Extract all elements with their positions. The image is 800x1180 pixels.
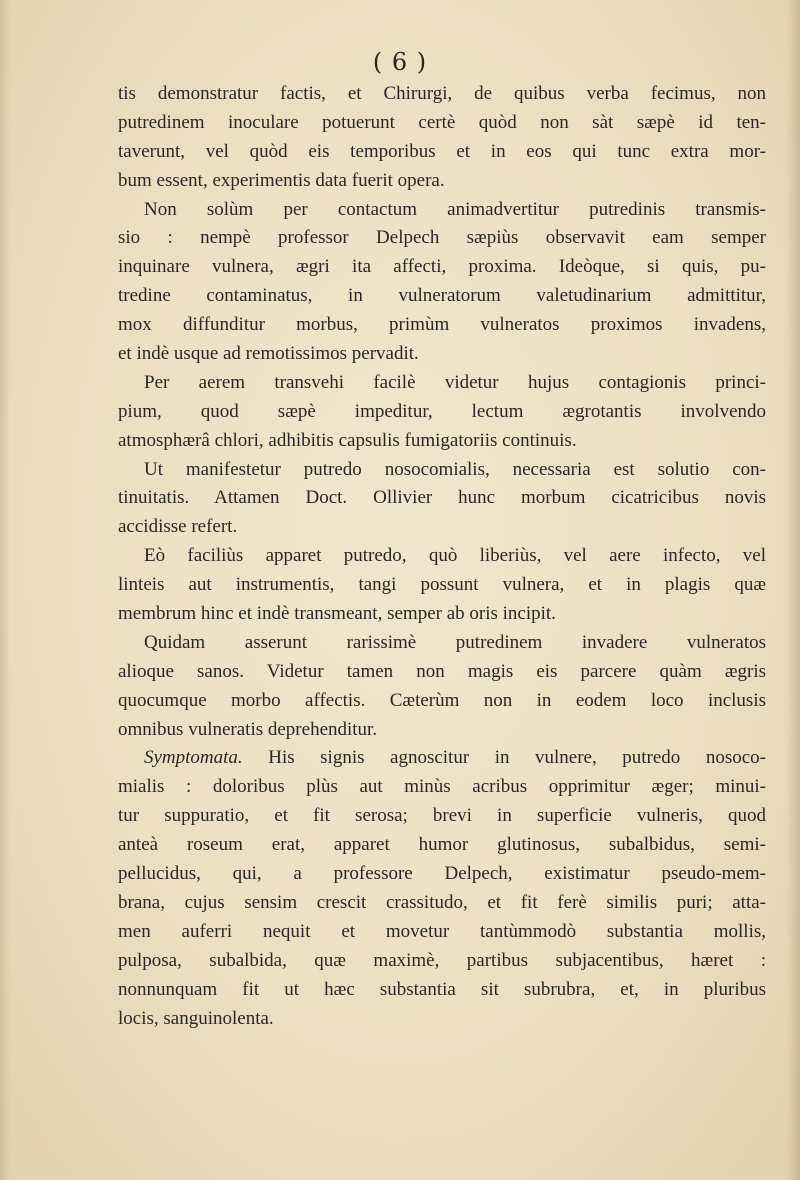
text-line-content: Quidam asserunt rarissimè putredinem invadere vulneratos [144,631,766,653]
text-line [118,773,766,802]
text-line [118,571,766,600]
page-body-text [118,80,766,1033]
text-line [118,976,766,1005]
page-edge-shadow-right [786,0,800,1180]
text-line [118,369,766,398]
text-line [118,600,766,629]
text-line-content: Non solùm per contactum animadvertitur putredinis transmis- [144,198,766,220]
text-line [118,918,766,947]
text-line-content: et indè usque ad remotissimos pervadit. [118,343,419,365]
text-line [118,427,766,456]
text-line [118,860,766,889]
section-heading-italic: Symptomata. [144,747,243,769]
text-line-content: membrum hinc et indè transmeant, semper ab oris incipit. [118,603,556,625]
text-line-content: pellucidus, qui, a professore Delpech, existimatur pseudo-mem- [118,863,766,885]
text-line [118,196,766,225]
text-line-content: sio : nempè professor Delpech sæpiùs observavit eam semper [118,227,766,249]
text-line-content: locis, sanguinolenta. [118,1007,274,1029]
text-line-content: Eò faciliùs apparet putredo, quò liberiùs, vel aere infecto, vel [144,545,766,567]
text-line-content: alioque sanos. Videtur tamen non magis eis parcere quàm ægris [118,660,766,682]
text-line [118,484,766,513]
page-edge-shadow-left [0,0,10,1180]
text-line-content: tinuitatis. Attamen Doct. Ollivier hunc morbum cicatricibus novis [118,487,766,509]
text-line-content: nonnunquam fit ut hæc substantia sit subrubra, et, in pluribus [118,978,766,1000]
text-line-content: Ut manifestetur putredo nosocomialis, necessaria est solutio con- [144,458,766,480]
text-line-content: mox diffunditur morbus, primùm vulneratos proximos invadens, [118,314,766,336]
text-line [118,224,766,253]
text-line-content: mialis : doloribus plùs aut minùs acribus opprimitur æger; minui- [118,776,766,798]
text-line-content: tredine contaminatus, in vulneratorum valetudinarium admittitur, [118,285,766,307]
text-line [118,889,766,918]
text-line [118,831,766,860]
text-line-content: His signis agnoscitur in vulnere, putredo nosoco- [242,747,766,769]
text-line-content: linteis aut instrumentis, tangi possunt vulnera, et in plagis quæ [118,574,766,596]
page-number: ( 6 ) [372,48,428,76]
text-line-content: Per aerem transvehi facilè videtur hujus contagionis princi- [144,371,766,393]
text-line [118,687,766,716]
text-line [118,109,766,138]
text-line [118,138,766,167]
text-line [118,744,766,773]
text-line-content: tur suppuratio, et fit serosa; brevi in superficie vulneris, quod [118,805,766,827]
text-line-content: men auferri nequit et movetur tantùmmodò substantia mollis, [118,920,766,942]
text-line-content: brana, cujus sensim crescit crassitudo, et fit ferè similis puri; atta- [118,891,766,913]
text-line [118,167,766,196]
text-line [118,1005,766,1034]
text-line-content: tis demonstratur factis, et Chirurgi, de quibus verba fecimus, non [118,83,766,104]
text-line [118,311,766,340]
text-line [118,629,766,658]
text-line-content: omnibus vulneratis deprehenditur. [118,718,378,740]
text-line [118,802,766,831]
text-line-content: bum essent, experimentis data fuerit opera. [118,169,445,191]
text-line [118,282,766,311]
text-line-content: inquinare vulnera, ægri ita affecti, proxima. Ideòque, si quis, pu- [118,256,766,278]
text-line [118,542,766,571]
text-line-content: taverunt, vel quòd eis temporibus et in eos qui tunc extra mor- [118,140,766,162]
text-line [118,456,766,485]
text-line [118,947,766,976]
text-line-content: pium, quod sæpè impeditur, lectum ægrotantis involvendo [118,400,766,422]
text-line [118,80,766,109]
text-line [118,716,766,745]
text-line [118,398,766,427]
text-line [118,340,766,369]
text-line-content: pulposa, subalbida, quæ maximè, partibus subjacentibus, hæret : [118,949,766,971]
text-line-content: putredinem inoculare potuerunt certè quòd non sàt sæpè id ten- [118,111,766,133]
text-line [118,513,766,542]
text-line-content: quocumque morbo affectis. Cæterùm non in eodem loco inclusis [118,689,766,711]
text-line-content: accidisse refert. [118,516,238,538]
text-line-content: atmosphærâ chlori, adhibitis capsulis fumigatoriis continuis. [118,429,577,451]
text-line [118,253,766,282]
text-line-content: anteà roseum erat, apparet humor glutinosus, subalbidus, semi- [118,834,766,856]
text-line [118,658,766,687]
